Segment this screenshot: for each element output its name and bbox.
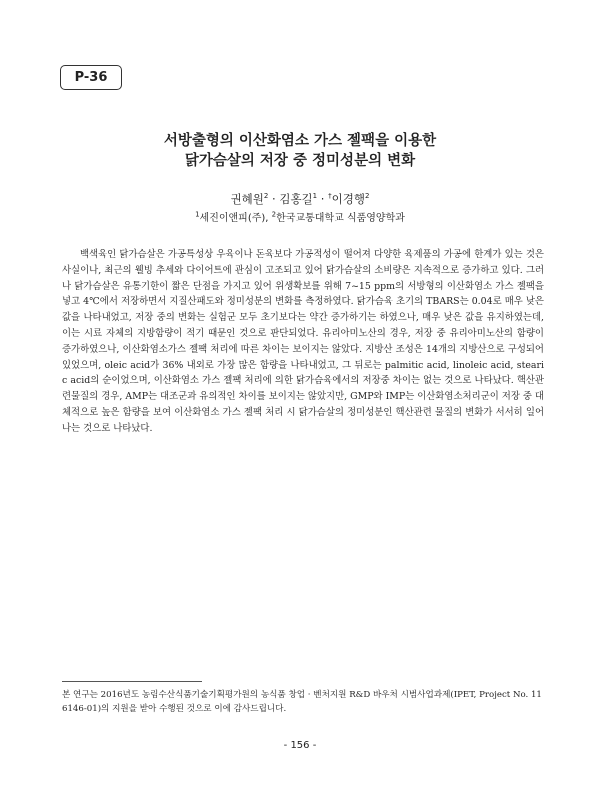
- affiliation-2: 한국교통대학교 식품영양학과: [276, 213, 405, 224]
- affiliation-2-mark: 2: [271, 210, 277, 219]
- author-1-name: 권혜원: [230, 192, 264, 206]
- author-2-name: 김홍길: [279, 192, 313, 206]
- page-number: - 156 -: [283, 740, 317, 751]
- paper-title: [60, 131, 540, 171]
- author-3-affil-mark: 2: [364, 192, 370, 201]
- affiliation-list: [60, 209, 540, 224]
- funding-footnote: 본 연구는 2016년도 농림수산식품기술기획평가원의 농식품 창업 · 벤처지원 R&D 바우처 시범사업과제(IPET, Project No. 116146-01)의 지원을 받아 수행된 것으로 이에 감사드립니다.: [62, 690, 542, 714]
- affiliation-1-mark: 1: [195, 210, 200, 219]
- poster-id-badge: P-36: [60, 65, 122, 90]
- title-line-2: 닭가슴살의 저장 중 정미성분의 변화: [184, 153, 416, 169]
- author-separator: ·: [268, 192, 280, 206]
- title-line-1: 서방출형의 이산화염소 가스 젤팩을 이용한: [163, 133, 437, 149]
- author-list: [60, 191, 540, 207]
- affiliation-1: 세진이앤피(주),: [199, 213, 272, 224]
- author-3-name: 이경행: [331, 192, 365, 206]
- author-1-affil-mark: 2: [263, 192, 269, 201]
- author-2-affil-mark: 1: [312, 192, 318, 201]
- author-separator: ·: [317, 192, 329, 206]
- abstract-body: 백색육인 닭가슴살은 가공특성상 우육이나 돈육보다 가공적성이 떨어져 다양한 육제품의 가공에 한계가 있는 것은 사실이나, 최근의 웰빙 추세와 다이어트에 관심이 고조되고 있어 닭가슴살의 소비량은 지속적으로 증가하고 있다. 그러나 닭가슴살은 유통기한이 짧은 단점을 가지고 있어 위생확보를 위해 7~15 ppm의 서방형의 이산화염소 가스 젤팩을 넣고 4℃에서 저장하면서 지질산패도와 정미성분의 변화를 측정하였다. 닭가슴육 초기의 TBARS는 0.04로 매우 낮은 값을 나타내었고, 저장 중의 변화는 실험군 모두 초기보다는 약간 증가하기는 하였으나, 매우 낮은 값을 유지하였는데, 이는 시료 자체의 지방함량이 적기 때문인 것으로 판단되었다. 유리아미노산의 경우, 저장 중 유리아미노산의 함량이 증가하였으나, 이산화염소가스 젤팩 처리에 따른 차이는 보이지는 않았다. 지방산 조성은 14개의 지방산으로 구성되어 있었으며, oleic acid가 36% 내외로 가장 많은 함량을 나타내었고, 그 뒤로는 palmitic acid, linoleic acid, stearic acid의 순이었으며, 이산화염소 가스 젤팩 처리에 의한 닭가슴육에서의 저장중 차이는 없는 것으로 나타났다. 핵산관련물질의 경우, AMP는 대조군과 유의적인 차이를 보이지는 않았지만, GMP와 IMP는 이산화염소처리군이 저장 중 대체적으로 높은 함량을 보여 이산화염소 가스 젤팩 처리 시 닭가슴살의 정미성분인 핵산관련 물질의 변화가 서서히 일어나는 것으로 나타났다.: [62, 249, 544, 434]
- footnote-divider: [62, 681, 202, 682]
- corresponding-author-mark: †: [328, 192, 332, 201]
